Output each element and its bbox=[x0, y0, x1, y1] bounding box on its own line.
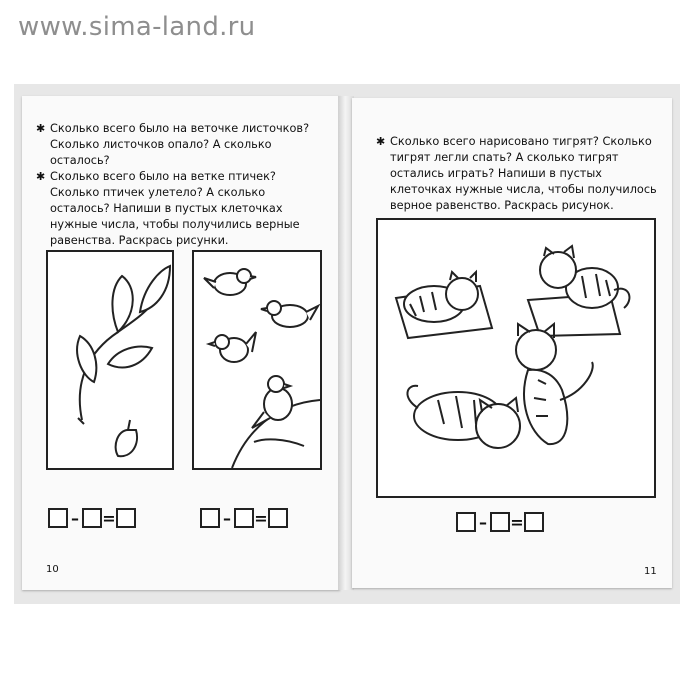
operator: = bbox=[254, 508, 268, 528]
left-equation-1 bbox=[48, 508, 136, 528]
asterisk-bullet-icon: ✱ bbox=[376, 135, 386, 148]
right-page-number: 11 bbox=[644, 566, 657, 577]
left-equation-2 bbox=[200, 508, 288, 528]
answer-box[interactable] bbox=[48, 508, 68, 528]
right-task-1 bbox=[376, 134, 660, 214]
watermark: www.sima-land.ru bbox=[18, 12, 256, 42]
left-page-number: 10 bbox=[46, 564, 59, 575]
birds-picture bbox=[192, 250, 322, 470]
operator: – bbox=[71, 508, 79, 528]
branch-with-leaves-icon bbox=[48, 252, 172, 468]
operator: – bbox=[223, 508, 231, 528]
left-task-2-text: Сколько всего было на ветке птичек? Сколько птичек улетело? А сколько осталось? Напиши в пустых клеточках нужные числа, чтобы получились верные равенства. Раскрась рисунки. bbox=[50, 170, 300, 247]
right-equation bbox=[456, 512, 544, 532]
leaves-picture bbox=[46, 250, 174, 470]
answer-box[interactable] bbox=[268, 508, 288, 528]
right-task-1-text: Сколько всего нарисовано тигрят? Сколько тигрят легли спать? А сколько тигрят остались играть? Напиши в пустых клеточках нужные числа, чтобы получилось верное равенство. Раскрась рисунок. bbox=[390, 135, 657, 212]
left-page bbox=[22, 96, 340, 590]
left-tasks bbox=[36, 121, 328, 249]
left-task-1 bbox=[36, 121, 328, 169]
answer-box[interactable] bbox=[116, 508, 136, 528]
operator: = bbox=[510, 512, 524, 532]
birds-on-branch-icon bbox=[194, 252, 320, 468]
operator: – bbox=[479, 512, 487, 532]
answer-box[interactable] bbox=[456, 512, 476, 532]
right-tasks bbox=[376, 134, 660, 214]
left-task-2 bbox=[36, 169, 328, 249]
tiger-cubs-icon bbox=[378, 220, 654, 496]
asterisk-bullet-icon: ✱ bbox=[36, 122, 46, 135]
tigers-picture bbox=[376, 218, 656, 498]
operator: = bbox=[102, 508, 116, 528]
asterisk-bullet-icon: ✱ bbox=[36, 170, 46, 183]
answer-box[interactable] bbox=[234, 508, 254, 528]
answer-box[interactable] bbox=[82, 508, 102, 528]
answer-box[interactable] bbox=[524, 512, 544, 532]
answer-box[interactable] bbox=[200, 508, 220, 528]
left-task-1-text: Сколько всего было на веточке листочков? Сколько листочков опало? А сколько осталось? bbox=[50, 122, 310, 167]
right-page bbox=[352, 98, 672, 588]
answer-box[interactable] bbox=[490, 512, 510, 532]
